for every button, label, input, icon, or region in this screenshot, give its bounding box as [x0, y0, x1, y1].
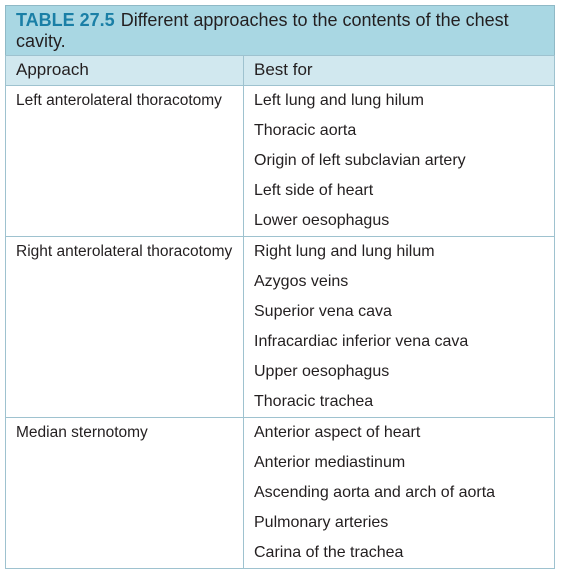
table-row: [6, 86, 555, 237]
list-item: Thoracic aorta: [254, 122, 357, 139]
list-item: Right lung and lung hilum: [254, 243, 435, 260]
table-container: [5, 5, 555, 569]
best-for-cell: [244, 418, 555, 569]
list-item: Anterior aspect of heart: [254, 424, 421, 441]
approach-cell: Right anterolateral thoracotomy: [6, 237, 244, 418]
list-item: Left lung and lung hilum: [254, 92, 424, 109]
list-item: Upper oesophagus: [254, 363, 390, 380]
list-item: Left side of heart: [254, 182, 374, 199]
list-item: Azygos veins: [254, 273, 349, 290]
approaches-table: [5, 55, 555, 569]
table-row: [6, 237, 555, 418]
approach-cell: Left anterolateral thoracotomy: [6, 86, 244, 237]
header-approach: Approach: [6, 56, 244, 86]
table-caption: [5, 5, 555, 55]
header-best-for: Best for: [244, 56, 555, 86]
header-row: [6, 56, 555, 86]
list-item: Carina of the trachea: [254, 544, 404, 561]
best-for-cell: [244, 86, 555, 237]
table-number: TABLE 27.5: [16, 10, 115, 30]
list-item: Lower oesophagus: [254, 212, 390, 229]
list-item: Infracardiac inferior vena cava: [254, 333, 469, 350]
list-item: Ascending aorta and arch of aorta: [254, 484, 496, 501]
list-item: Superior vena cava: [254, 303, 392, 320]
table-title: Different approaches to the contents of the chest cavity.: [16, 10, 509, 51]
approach-cell: Median sternotomy: [6, 418, 244, 569]
list-item: Pulmonary arteries: [254, 514, 389, 531]
list-item: Thoracic trachea: [254, 393, 374, 410]
table-row: [6, 418, 555, 569]
list-item: Origin of left subclavian artery: [254, 152, 466, 169]
best-for-cell: [244, 237, 555, 418]
list-item: Anterior mediastinum: [254, 454, 406, 471]
